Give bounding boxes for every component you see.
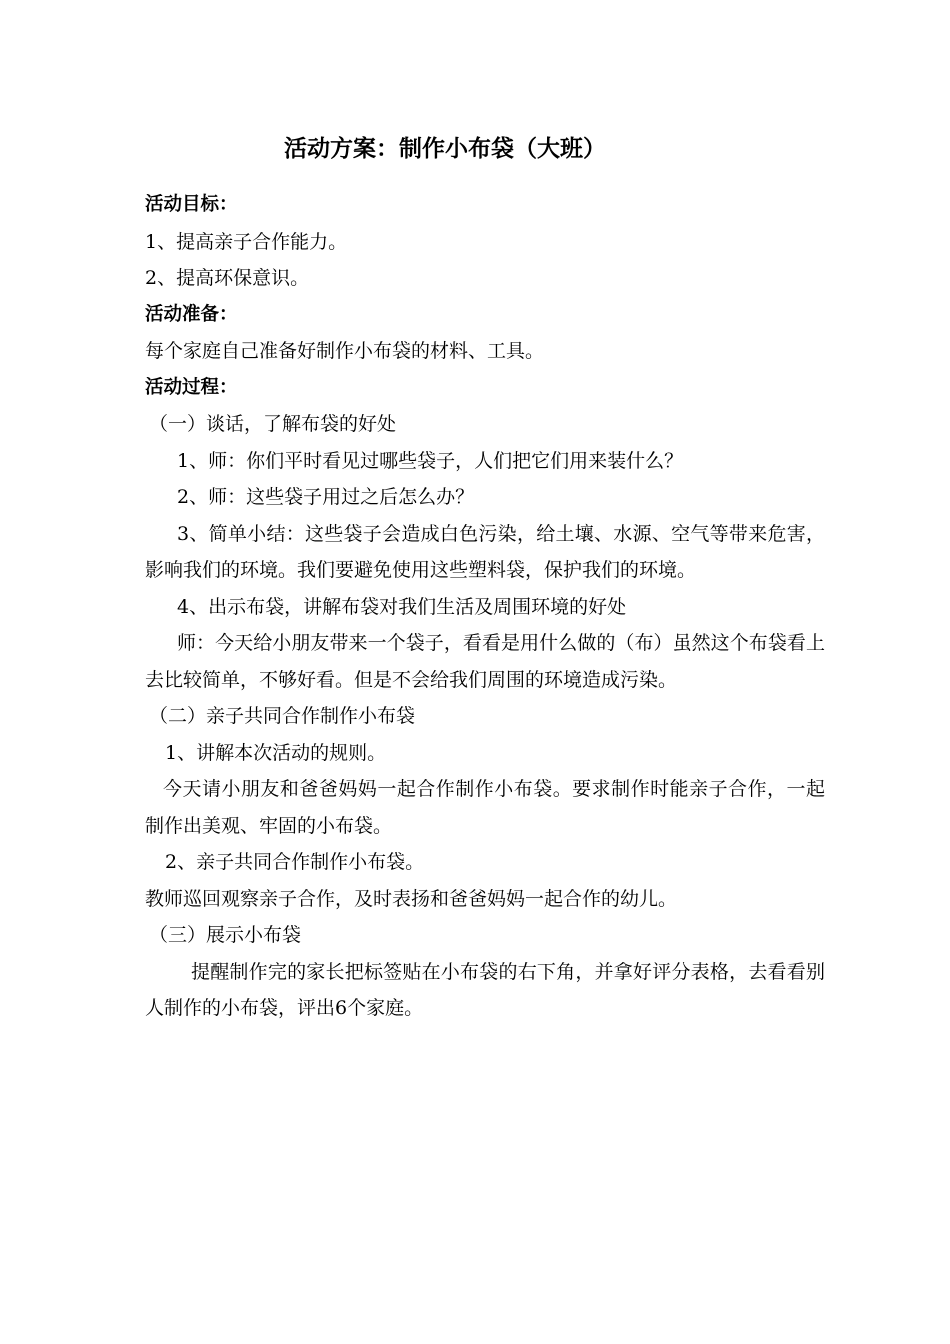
part2-title: （二）亲子共同合作制作小布袋 <box>149 705 416 727</box>
part2-make: 2、亲子共同合作制作小布袋。 <box>165 851 425 873</box>
preparation-heading: 活动准备： <box>145 303 238 325</box>
part2-rule: 1、讲解本次活动的规则。 <box>165 741 387 764</box>
part1-summary: 3、简单小结：这些袋子会造成白色污染，给土壤、水源、空气等带来危害，影响我们的环境。我们要避免使用这些塑料袋，保护我们的环境。 <box>145 522 825 581</box>
part2-rule-text: 今天请小朋友和爸爸妈妈一起合作制作小布袋。要求制作时能亲子合作，一起制作出美观、牢固的小布袋。 <box>145 778 825 837</box>
part2-observe: 教师巡回观察亲子合作，及时表扬和爸爸妈妈一起合作的幼儿。 <box>145 887 678 910</box>
process-heading: 活动过程： <box>145 376 238 398</box>
part3-text: 提醒制作完的家长把标签贴在小布袋的右下角，并拿好评分表格，去看看别人制作的小布袋，评出6个家庭。 <box>145 960 825 1019</box>
goal-item: 1、提高亲子合作能力。 <box>145 230 348 253</box>
goals-heading: 活动目标： <box>145 194 238 215</box>
preparation-text: 每个家庭自己准备好制作小布袋的材料、工具。 <box>145 340 545 362</box>
part1-question-2: 2、师：这些袋子用过之后怎么办？ <box>177 486 475 508</box>
goal-item: 2、提高环保意识。 <box>145 267 310 289</box>
part3-title: （三）展示小布袋 <box>149 924 302 946</box>
part1-title: （一）谈话，了解布袋的好处 <box>149 413 397 435</box>
part1-question-1: 1、师：你们平时看见过哪些袋子，人们把它们用来装什么？ <box>177 449 684 472</box>
part1-show-bag: 4、出示布袋，讲解布袋对我们生活及周围环境的好处 <box>177 595 627 618</box>
document-title: 活动方案：制作小布袋（大班） <box>284 136 606 162</box>
document-body <box>145 187 825 1027</box>
part1-teacher-talk: 师：今天给小朋友带来一个袋子，看看是用什么做的（布）虽然这个布袋看上去比较简单，不够好看。但是不会给我们周围的环境造成污染。 <box>145 632 825 691</box>
